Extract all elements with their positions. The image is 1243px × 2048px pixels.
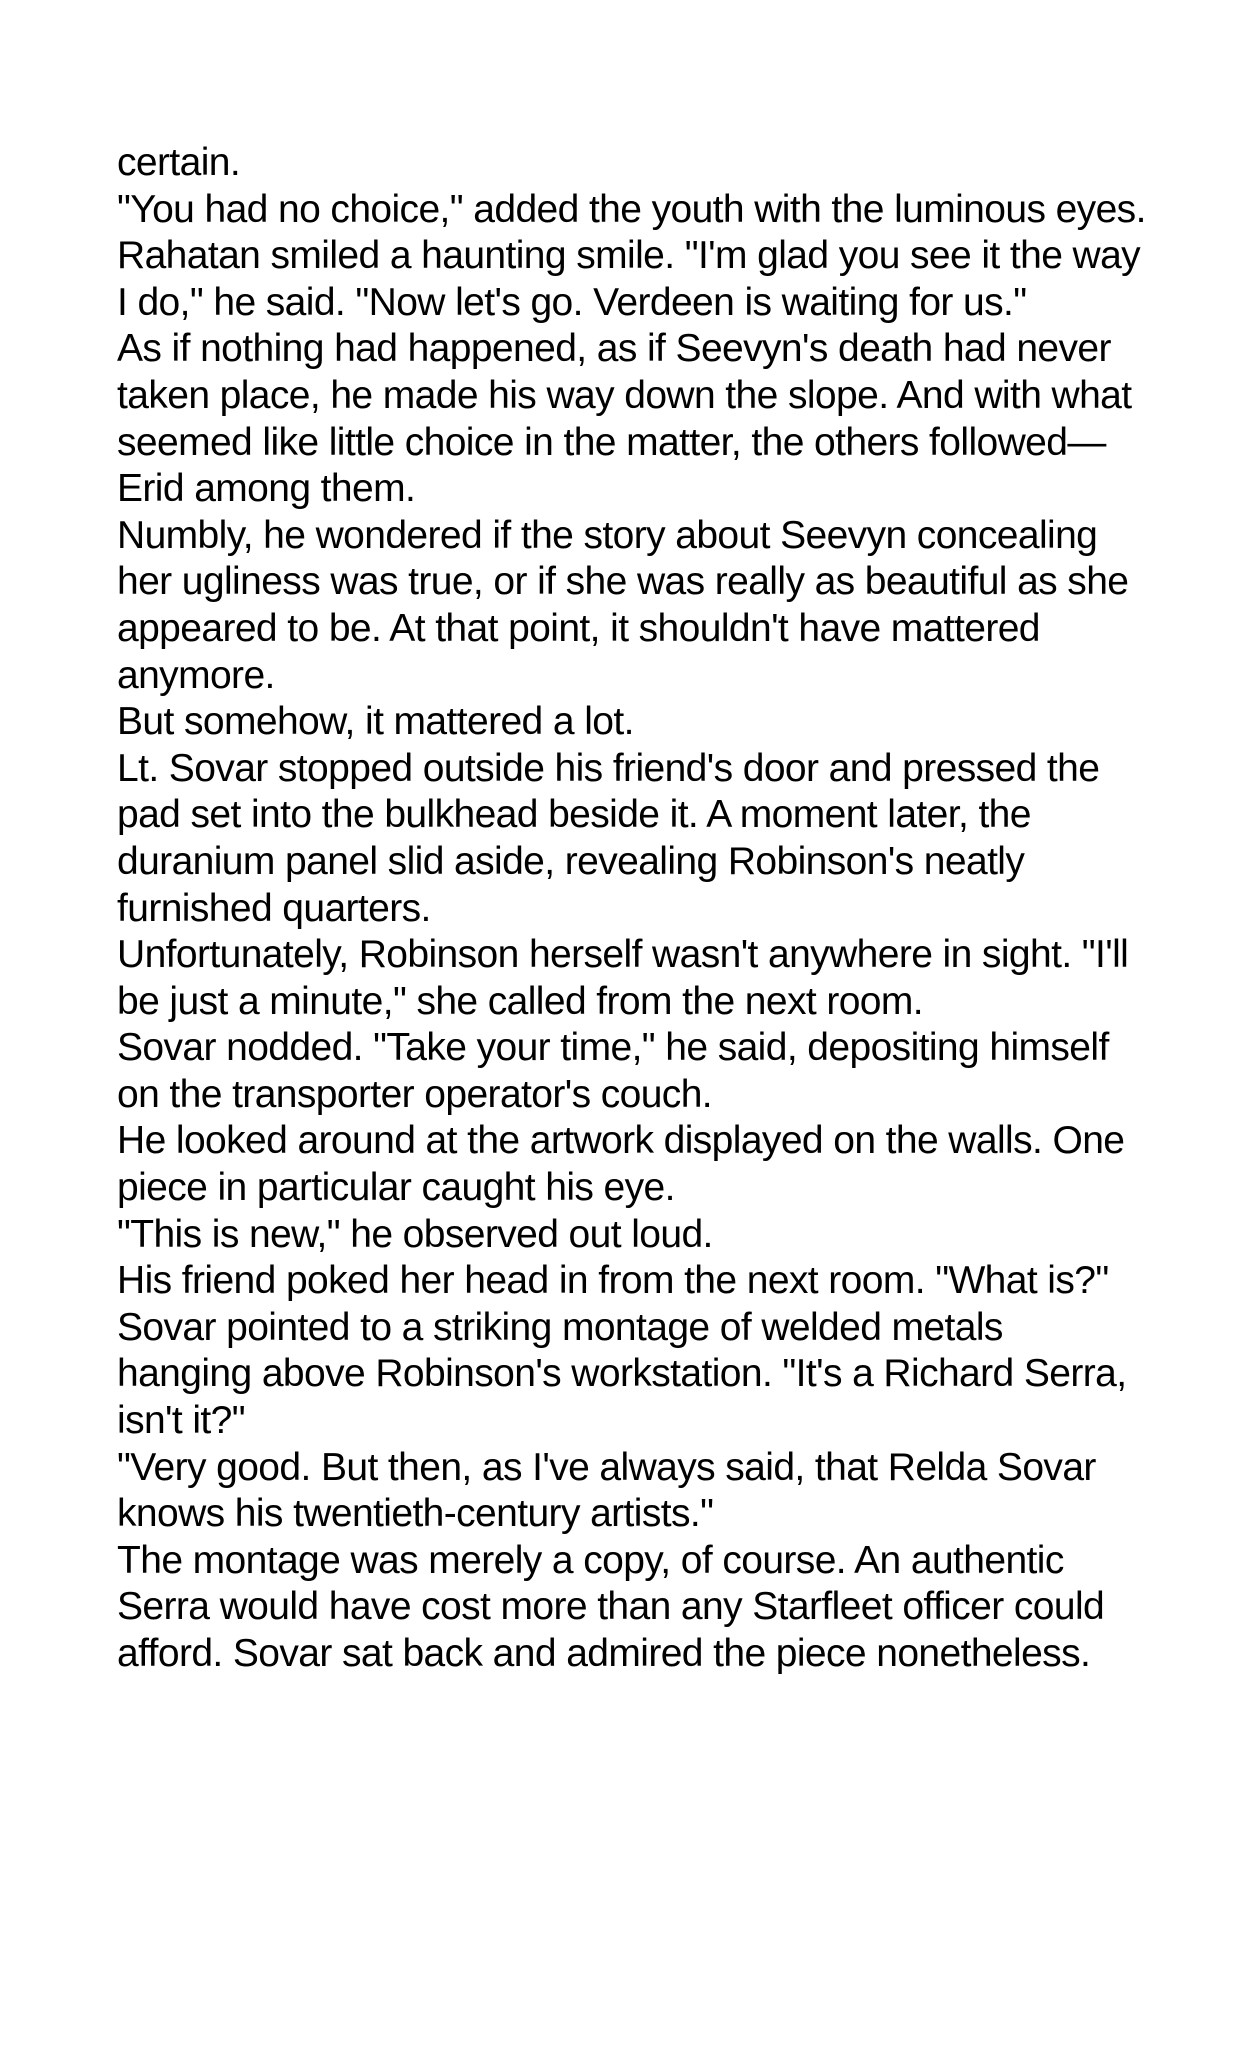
paragraph-2: "You had no choice," added the youth with the luminous eyes. (117, 187, 1146, 231)
paragraph-9: Sovar nodded. "Take your time," he said, depositing himself on the transporter operator's couch. (117, 1026, 1109, 1116)
paragraph-4: As if nothing had happened, as if Seevyn's death had never taken place, he made his way down the slope. And with what seemed like little choice in the matter, the others followed—Erid among them. (117, 327, 1132, 511)
paragraph-7: Lt. Sovar stopped outside his friend's door and pressed the pad set into the bulkhead beside it. A moment later, the duranium panel slid aside, revealing Robinson's neatly furnished quarters. (117, 746, 1100, 930)
paragraph-3: Rahatan smiled a haunting smile. "I'm glad you see it the way I do," he said. "Now let's go. Verdeen is waiting for us." (117, 234, 1141, 324)
paragraph-5: Numbly, he wondered if the story about Seevyn concealing her ugliness was true, or if she was really as beautiful as she appeared to be. At that point, it shouldn't have mattered anymore. (117, 513, 1129, 697)
paragraph-13: Sovar pointed to a striking montage of welded metals hanging above Robinson's workstation. "It's a Richard Serra, isn't it?" (117, 1305, 1127, 1443)
paragraph-10: He looked around at the artwork displayed on the walls. One piece in particular caught his eye. (117, 1119, 1125, 1210)
paragraph-11: "This is new," he observed out loud. (117, 1212, 713, 1256)
paragraph-6: But somehow, it mattered a lot. (117, 700, 634, 744)
page-text (117, 140, 1147, 1678)
paragraph-12: His friend poked her head in from the next room. "What is?" (117, 1259, 1109, 1303)
paragraph-1: certain. (117, 141, 241, 184)
paragraph-15: The montage was merely a copy, of course. An authentic Serra would have cost more than any Starfleet officer could afford. Sovar sat back and admired the piece nonetheless. (117, 1538, 1105, 1675)
paragraph-8: Unfortunately, Robinson herself wasn't anywhere in sight. "I'll be just a minute," she called from the next room. (117, 933, 1129, 1023)
paragraph-14: "Very good. But then, as I've always said, that Relda Sovar knows his twentieth-century artists." (117, 1445, 1096, 1536)
